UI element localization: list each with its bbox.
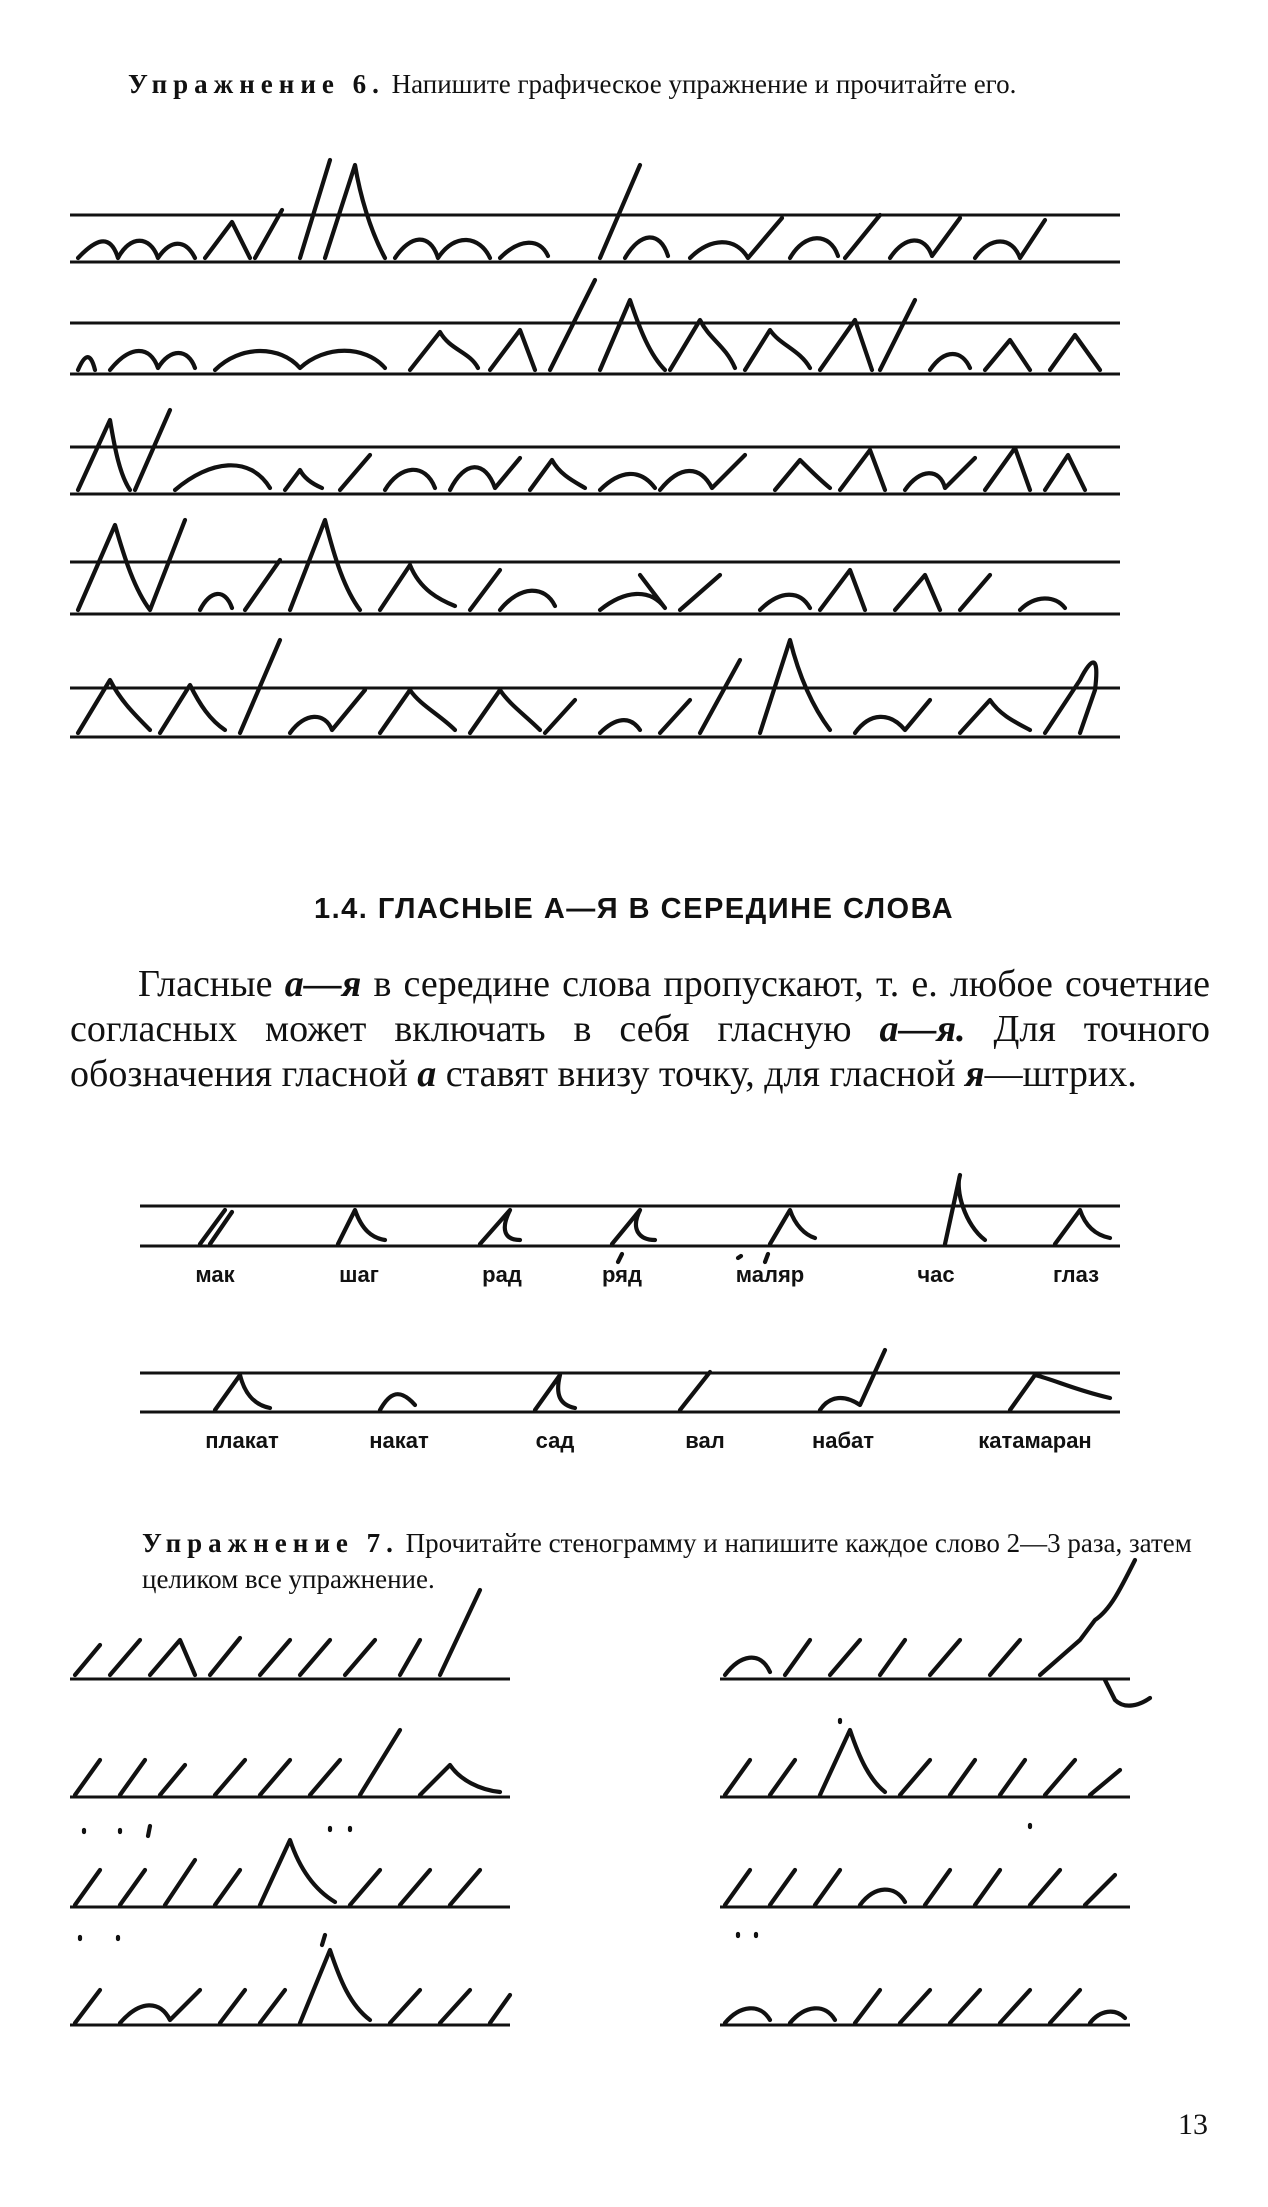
example-word: шаг — [339, 1262, 379, 1287]
paragraph-vowels-2: а—я. — [879, 1008, 966, 1050]
exercise-7-lines — [70, 1679, 1130, 2025]
example-word: маляр — [735, 1262, 805, 1287]
example-word: катамаран — [978, 1428, 1092, 1453]
example-word: глаз — [1052, 1262, 1100, 1287]
exercise-6-label: Упражнение 6. — [128, 69, 385, 99]
example-word: плакат — [205, 1428, 279, 1453]
paragraph-vowel-ya: я — [965, 1053, 985, 1095]
paragraph-vowel-a: а — [417, 1053, 437, 1095]
example-word: сад — [535, 1428, 575, 1453]
paragraph-vowels-1: а—я — [284, 963, 362, 1005]
example-word: час — [917, 1262, 955, 1287]
exercise-6-text: Напишите графическое упражнение и прочитайте его. — [391, 69, 1017, 99]
paragraph-part-1: Гласные — [138, 963, 273, 1005]
exercise-7-label: Упражнение 7. — [142, 1528, 399, 1558]
exercise-6-lines — [70, 215, 1120, 737]
paragraph-part-4: ставят внизу точку, для гласной — [445, 1053, 956, 1095]
exercise-7-heading — [142, 1525, 1202, 1597]
exercise-7-text: Прочитайте стенограмму и напишите каждое слово 2—3 раза, затем целиком все упражнение. — [142, 1528, 1192, 1594]
example-word: накат — [369, 1428, 429, 1453]
example-word: вал — [685, 1428, 725, 1453]
example-lines — [140, 1206, 1120, 1412]
page-number: 13 — [1178, 2108, 1208, 2141]
exercise-7-shorthand — [75, 1560, 1150, 2023]
section-title: 1.4. ГЛАСНЫЕ А—Я В СЕРЕДИНЕ СЛОВА — [313, 893, 955, 925]
example-word: ряд — [602, 1262, 642, 1287]
example-word: рад — [482, 1262, 522, 1287]
section-paragraph — [70, 962, 1210, 1097]
paragraph-part-2: в середине слова пропускают, т. е. любое сочетние согласных может включать в себя гласную — [70, 963, 1211, 1050]
example-word: набат — [811, 1428, 875, 1453]
paragraph-part-3: Для точного обозначения гласной — [70, 1008, 1211, 1095]
example-shorthand — [200, 1175, 1110, 1410]
example-word: мак — [195, 1262, 235, 1287]
paragraph-part-5: —штрих. — [984, 1053, 1137, 1095]
